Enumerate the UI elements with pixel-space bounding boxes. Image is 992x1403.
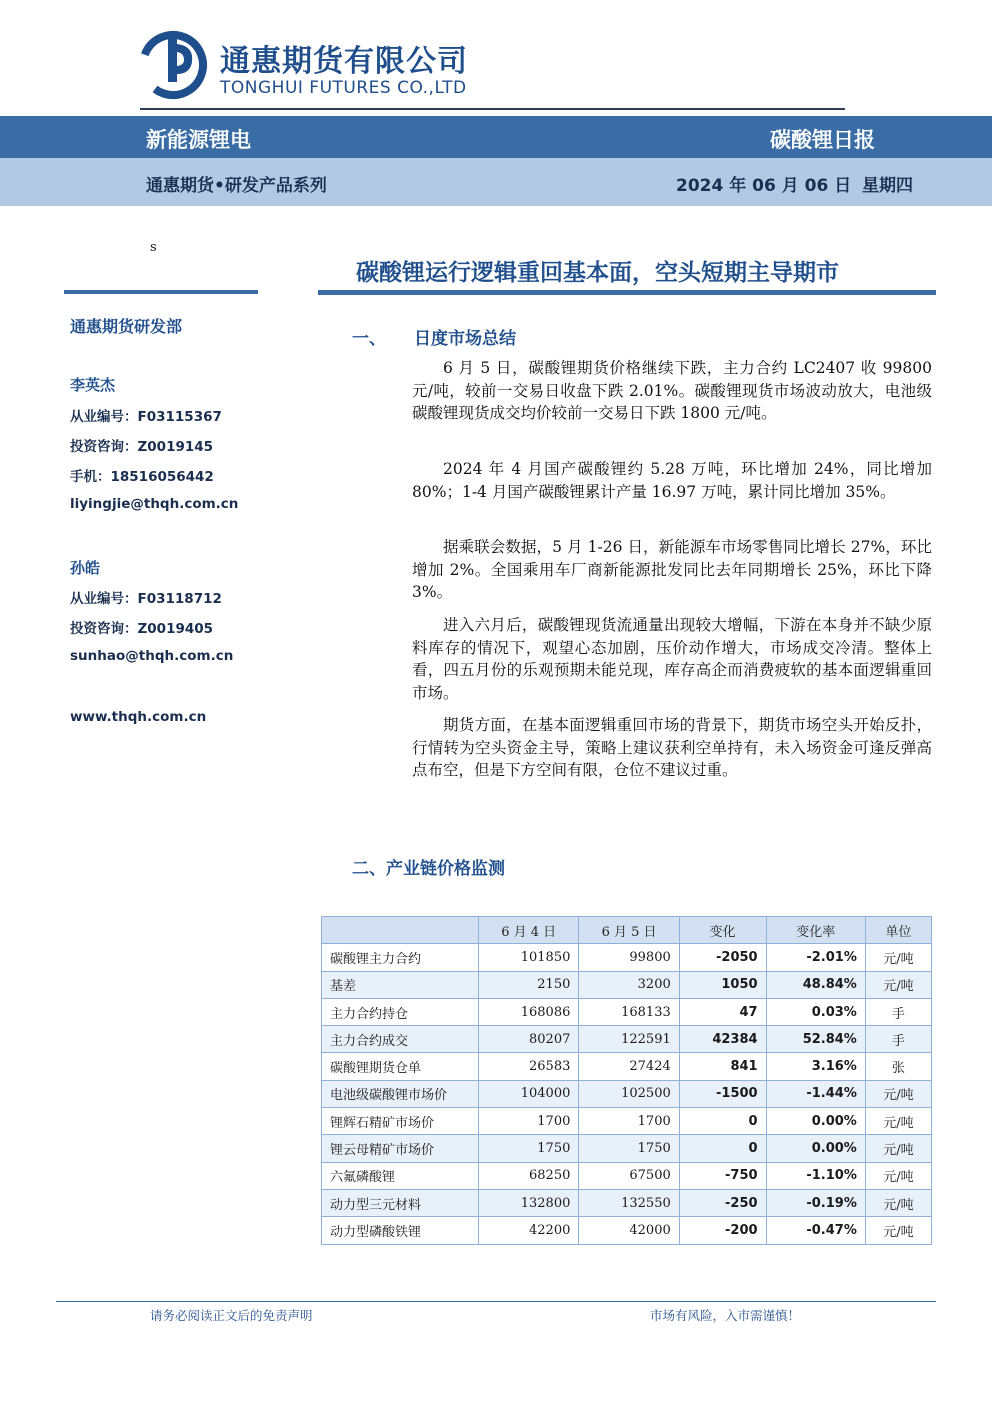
company-name-en: TONGHUI FUTURES CO.,LTD bbox=[220, 78, 467, 98]
department-name: 通惠期货研发部 bbox=[70, 317, 183, 336]
table-cell: -1500 bbox=[679, 1080, 766, 1107]
stray-character: s bbox=[150, 240, 157, 255]
table-cell: 0.03% bbox=[766, 998, 865, 1025]
table-cell: 168086 bbox=[479, 998, 579, 1025]
company-logo-icon bbox=[138, 30, 208, 100]
table-cell: 1700 bbox=[479, 1108, 579, 1135]
report-date: 2024 年 06 月 06 日 bbox=[676, 176, 852, 196]
table-row-label: 碳酸锂期货仓单 bbox=[322, 1053, 479, 1080]
table-cell: 0 bbox=[679, 1135, 766, 1162]
table-cell: 42384 bbox=[679, 1026, 766, 1053]
risk-warning: 市场有风险，入市需谨慎！ bbox=[650, 1308, 801, 1323]
table-cell: -1.44% bbox=[766, 1080, 865, 1107]
analyst-2-email[interactable]: sunhao@thqh.com.cn bbox=[70, 648, 234, 664]
table-row bbox=[322, 1108, 932, 1135]
table-cell: 99800 bbox=[579, 944, 679, 971]
table-row bbox=[322, 1162, 932, 1189]
table-cell: -2050 bbox=[679, 944, 766, 971]
table-row bbox=[322, 944, 932, 971]
table-cell: 52.84% bbox=[766, 1026, 865, 1053]
paragraph-3: 据乘联会数据，5 月 1-26 日，新能源车市场零售同比增长 27%，环比增加 2%。全国乘用车厂商新能源批发同比去年同期增长 25%，环比下降 3%。 bbox=[412, 538, 932, 601]
table-row bbox=[322, 1053, 932, 1080]
table-header-cell: 6 月 5 日 bbox=[579, 917, 679, 944]
table-row-label: 动力型磷酸铁锂 bbox=[322, 1217, 479, 1244]
table-cell: 122591 bbox=[579, 1026, 679, 1053]
table-cell: 元/吨 bbox=[865, 1135, 931, 1162]
table-cell: -0.19% bbox=[766, 1189, 865, 1216]
table-cell: 1700 bbox=[579, 1108, 679, 1135]
table-cell: 0.00% bbox=[766, 1108, 865, 1135]
series-label: 通惠期货•研发产品系列 bbox=[146, 176, 327, 196]
table-cell: 张 bbox=[865, 1053, 931, 1080]
table-cell: 67500 bbox=[579, 1162, 679, 1189]
paragraph-2: 2024 年 4 月国产碳酸锂约 5.28 万吨，环比增加 24%，同比增加 80%；1-4 月国产碳酸锂累计产量 16.97 万吨，累计同比增加 35%。 bbox=[412, 460, 932, 501]
table-cell: 102500 bbox=[579, 1080, 679, 1107]
report-title: 碳酸锂运行逻辑重回基本面，空头短期主导期市 bbox=[356, 259, 839, 286]
table-cell: 132800 bbox=[479, 1189, 579, 1216]
table-cell: -200 bbox=[679, 1217, 766, 1244]
table-cell: 27424 bbox=[579, 1053, 679, 1080]
table-row bbox=[322, 998, 932, 1025]
table-row bbox=[322, 1080, 932, 1107]
title-divider bbox=[318, 290, 936, 295]
table-cell: 3.16% bbox=[766, 1053, 865, 1080]
company-name-cn: 通惠期货有限公司 bbox=[220, 44, 468, 79]
table-cell: 47 bbox=[679, 998, 766, 1025]
paragraph-5: 期货方面，在基本面逻辑重回市场的背景下，期货市场空头开始反扑，行情转为空头资金主导，策略上建议获利空单持有，未入场资金可逢反弹高点布空，但是下方空间有限，仓位不建议过重。 bbox=[412, 716, 932, 779]
analyst-1-advisory: 投资咨询：Z0019145 bbox=[70, 439, 214, 455]
section-1-number: 一、 bbox=[352, 329, 386, 349]
table-cell: 3200 bbox=[579, 971, 679, 998]
report-type-label: 碳酸锂日报 bbox=[770, 128, 875, 152]
table-row bbox=[322, 1135, 932, 1162]
report-weekday: 星期四 bbox=[862, 176, 913, 196]
table-cell: 元/吨 bbox=[865, 1162, 931, 1189]
table-cell: 手 bbox=[865, 998, 931, 1025]
table-header-cell: 变化 bbox=[679, 917, 766, 944]
table-cell: 48.84% bbox=[766, 971, 865, 998]
table-header-cell: 单位 bbox=[865, 917, 931, 944]
table-cell: -1.10% bbox=[766, 1162, 865, 1189]
table-cell: 1750 bbox=[579, 1135, 679, 1162]
table-cell: 168133 bbox=[579, 998, 679, 1025]
table-cell: 841 bbox=[679, 1053, 766, 1080]
table-row bbox=[322, 1026, 932, 1053]
table-row-label: 主力合约成交 bbox=[322, 1026, 479, 1053]
table-header-cell: 变化率 bbox=[766, 917, 865, 944]
table-cell: 104000 bbox=[479, 1080, 579, 1107]
paragraph-4: 进入六月后，碳酸锂现货流通量出现较大增幅，下游在本身并不缺少原料库存的情况下，观望心态加剧，压价动作增大，市场成交冷清。整体上看，四五月份的乐观预期未能兑现，库存高企而消费疲软的基本面逻辑重回市场。 bbox=[412, 616, 932, 702]
table-cell: 132550 bbox=[579, 1189, 679, 1216]
table-cell: 0 bbox=[679, 1108, 766, 1135]
table-cell: 101850 bbox=[479, 944, 579, 971]
table-cell: 2150 bbox=[479, 971, 579, 998]
table-cell: 42000 bbox=[579, 1217, 679, 1244]
table-header-row bbox=[322, 917, 932, 944]
analyst-2-name: 孙皓 bbox=[70, 559, 101, 577]
table-row-label: 锂云母精矿市场价 bbox=[322, 1135, 479, 1162]
table-cell: 元/吨 bbox=[865, 1108, 931, 1135]
table-cell: -2.01% bbox=[766, 944, 865, 971]
table-row-label: 六氟磷酸锂 bbox=[322, 1162, 479, 1189]
analyst-1-email[interactable]: liyingjie@thqh.com.cn bbox=[70, 496, 239, 512]
table-cell: -250 bbox=[679, 1189, 766, 1216]
paragraph-1: 6 月 5 日，碳酸锂期货价格继续下跌，主力合约 LC2407 收 99800 元/吨，较前一交易日收盘下跌 2.01%。碳酸锂现货市场波动放大，电池级碳酸锂现货成交均价较前一交易日下跌 1800 元/吨。 bbox=[412, 359, 932, 422]
table-row bbox=[322, 971, 932, 998]
table-row-label: 电池级碳酸锂市场价 bbox=[322, 1080, 479, 1107]
table-row-label: 锂辉石精矿市场价 bbox=[322, 1108, 479, 1135]
analyst-2-license: 从业编号：F03118712 bbox=[70, 591, 222, 607]
table-cell: 80207 bbox=[479, 1026, 579, 1053]
table-row-label: 碳酸锂主力合约 bbox=[322, 944, 479, 971]
table-cell: -0.47% bbox=[766, 1217, 865, 1244]
table-cell: 元/吨 bbox=[865, 1217, 931, 1244]
table-cell: 0.00% bbox=[766, 1135, 865, 1162]
table-row-label: 基差 bbox=[322, 971, 479, 998]
analyst-1-name: 李英杰 bbox=[70, 376, 116, 394]
table-row-label: 动力型三元材料 bbox=[322, 1189, 479, 1216]
table-cell: 1750 bbox=[479, 1135, 579, 1162]
sidebar-divider bbox=[64, 290, 258, 294]
table-row-label: 主力合约持仓 bbox=[322, 998, 479, 1025]
table-header-cell bbox=[322, 917, 479, 944]
table-cell: 26583 bbox=[479, 1053, 579, 1080]
analyst-1-license: 从业编号：F03115367 bbox=[70, 409, 222, 425]
table-header-cell: 6 月 4 日 bbox=[479, 917, 579, 944]
table-row bbox=[322, 1217, 932, 1244]
table-cell: 42200 bbox=[479, 1217, 579, 1244]
website-link[interactable]: www.thqh.com.cn bbox=[70, 709, 207, 725]
analyst-2-advisory: 投资咨询：Z0019405 bbox=[70, 621, 214, 637]
sector-label: 新能源锂电 bbox=[146, 128, 251, 152]
table-cell: 手 bbox=[865, 1026, 931, 1053]
section-2-title: 二、产业链价格监测 bbox=[352, 859, 505, 879]
table-cell: 元/吨 bbox=[865, 971, 931, 998]
table-cell: 1050 bbox=[679, 971, 766, 998]
disclaimer-note: 请务必阅读正文后的免责声明 bbox=[150, 1308, 313, 1323]
table-cell: 元/吨 bbox=[865, 1189, 931, 1216]
price-monitor-table bbox=[321, 916, 932, 1245]
analyst-1-phone: 手机：18516056442 bbox=[70, 469, 214, 485]
table-cell: -750 bbox=[679, 1162, 766, 1189]
footer-divider bbox=[56, 1301, 936, 1302]
section-1-title: 日度市场总结 bbox=[414, 329, 516, 349]
table-cell: 元/吨 bbox=[865, 944, 931, 971]
table-cell: 元/吨 bbox=[865, 1080, 931, 1107]
header-divider bbox=[140, 108, 845, 110]
table-cell: 68250 bbox=[479, 1162, 579, 1189]
table-row bbox=[322, 1189, 932, 1216]
